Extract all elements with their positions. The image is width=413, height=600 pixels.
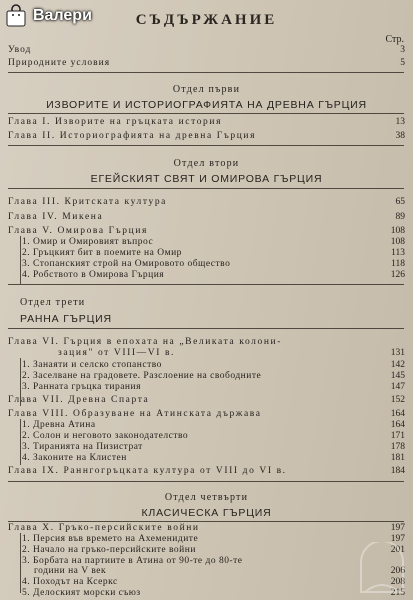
toc-entry-page: 147 [390,382,405,392]
toc-entry-label: Глава II. Историографията на древна Гърция [8,131,257,141]
toc-entry-page: 5 [400,58,405,68]
toc-subentry [22,577,405,588]
section-subtitle: ЕГЕЙСКИЯТ СВЯТ И ОМИРОВА ГЪРЦИЯ [90,173,323,185]
toc-entry-page: 118 [391,259,405,269]
toc-subentry [22,360,405,371]
section-heading: Отдел втори [173,158,240,169]
toc-entry-page: 142 [390,360,405,370]
divider [8,72,404,73]
toc-entry-label: години на V век [34,566,107,576]
toc-entry-label: зация" от VIII—VI в. [58,348,176,358]
section-subtitle: РАННА ГЪРЦИЯ [20,313,112,325]
toc-entry-page: 197 [390,523,405,533]
bracket-line [20,236,21,284]
divider [8,481,404,482]
toc-entry-page: 197 [390,534,405,544]
toc-entry-label: 4. Законите на Клистен [22,453,127,463]
toc-entry-page: 171 [390,431,405,441]
toc-entry-page: 126 [390,270,405,280]
toc-entry-label: 1. Омир и Омировият въпрос [22,237,154,247]
toc-entry-label: Глава VIII. Образуване на Атинската държава [8,409,262,419]
toc-subentry [22,545,405,556]
toc-subentry [22,270,405,281]
watermark-logo-icon [353,542,411,600]
toc-entry-page: 178 [390,442,405,452]
toc-entry-label: Глава IX. Раннгогръцката култура от VIII до VI в. [8,466,287,476]
toc-entry [8,226,405,237]
toc-entry [8,58,405,69]
toc-entry-label: 3. Стопанският строй на Омировото общество [22,259,231,269]
section-heading: Отдел трети [20,297,86,308]
toc-entry-page: 113 [391,248,405,258]
toc-entry-page: 108 [390,226,405,236]
toc-entry-page: 145 [390,371,405,381]
toc-entry-label: 5. Делоският морски съюз [22,588,141,598]
toc-entry-label: 2. Солон и неговото законодателство [22,431,189,441]
toc-entry-page: 215 [390,588,405,598]
toc-entry-page: 38 [395,131,405,141]
toc-entry [8,395,405,406]
toc-entry-label: 3. Ранната гръцка тирания [22,382,141,392]
divider [8,284,404,285]
toc-subentry [22,382,405,393]
toc-entry [8,337,405,348]
toc-entry [8,197,405,208]
toc-subentry [22,237,405,248]
toc-entry-page: 164 [390,420,405,430]
toc-subentry [22,431,405,442]
toc-subentry [22,248,405,259]
toc-entry-label: Глава VII. Древна Спарта [8,395,150,405]
toc-subentry [22,453,405,464]
toc-subentry-continued [34,566,405,577]
toc-entry-label: Глава X. Гръко-персийските войни [8,523,200,533]
toc-entry-label: 4. Робството в Омирова Гърция [22,270,165,280]
toc-entry-page: 89 [395,212,405,222]
toc-entry-label: Глава V. Омирова Гърция [8,226,148,236]
toc-entry-label: 2. Начало на гръко-персийските войни [22,545,196,555]
toc-entry-page: 208 [390,577,405,587]
toc-entry-label: Глава I. Изворите на гръцката история [8,117,223,127]
section-heading: Отдел първи [172,84,241,95]
toc-entry-label: 4. Походът на Ксеркс [22,577,118,587]
divider [8,145,404,146]
toc-entry [8,212,405,223]
toc-subentry [22,442,405,453]
toc-entry [8,409,405,420]
page-column-label: Стр. [385,34,404,45]
toc-entry-label: 2. Заселване на градовете. Разслоение на свободните [22,371,262,381]
toc-entry-label: 1. Персия във времето на Ахеменидите [22,534,199,544]
toc-subentry [22,588,405,599]
toc-entry-label: Глава III. Критската култура [8,197,167,207]
toc-entry-page: 206 [390,566,405,576]
bracket-line [20,419,21,465]
toc-entry-page: 201 [390,545,405,555]
toc-entry-label: 3. Тиранията на Пизистрат [22,442,143,452]
brand-name: Валери [33,7,92,24]
section-subtitle: ИЗВОРИТЕ И ИСТОРИОГРАФИЯТА НА ДРЕВНА ГЪРЦИЯ [46,99,367,111]
section-subtitle: КЛАСИЧЕСКА ГЪРЦИЯ [141,507,272,519]
toc-entry-page: 181 [390,453,405,463]
toc-entry-page: 3 [400,45,405,55]
bracket-line [20,533,21,593]
toc-entry-continued [58,348,405,359]
toc-entry-page: 13 [395,117,405,127]
toc-entry [8,117,405,128]
toc-entry [8,466,405,477]
toc-entry-page: 131 [390,348,405,358]
divider [8,521,404,522]
toc-entry [8,131,405,142]
toc-entry-page: 152 [390,395,405,405]
toc-subentry [22,371,405,382]
divider [8,188,404,189]
toc-entry-label: 2. Гръцкият бит в поемите на Омир [22,248,182,258]
toc-entry-page: 65 [395,197,405,207]
section-heading: Отдел четвърти [164,492,249,503]
toc-subentry [22,534,405,545]
toc-entry-page: 164 [390,409,405,419]
toc-subentry [22,259,405,270]
toc-entry [8,523,405,534]
divider [8,113,404,114]
toc-subentry [22,420,405,431]
toc-entry-label: Увод [8,45,32,55]
toc-entry-label: 1. Занаяти и селско стопанство [22,360,162,370]
toc-entry-page: 184 [390,466,405,476]
toc-entry-label: 3. Борбата на партиите в Атина от 90-те до 80-те [22,556,243,566]
toc-entry-page: 108 [390,237,405,247]
toc-entry-label: Природните условия [8,58,111,68]
toc-entry-label: Глава VI. Гърция в епохата на „Великата колони- [8,337,283,347]
toc-entry [8,45,405,56]
toc-entry-label: Глава IV. Микена [8,212,104,222]
toc-entry-label: 1. Древна Атина [22,420,96,430]
contents-title: СЪДЪРЖАНИЕ [135,12,278,28]
divider [8,328,404,329]
